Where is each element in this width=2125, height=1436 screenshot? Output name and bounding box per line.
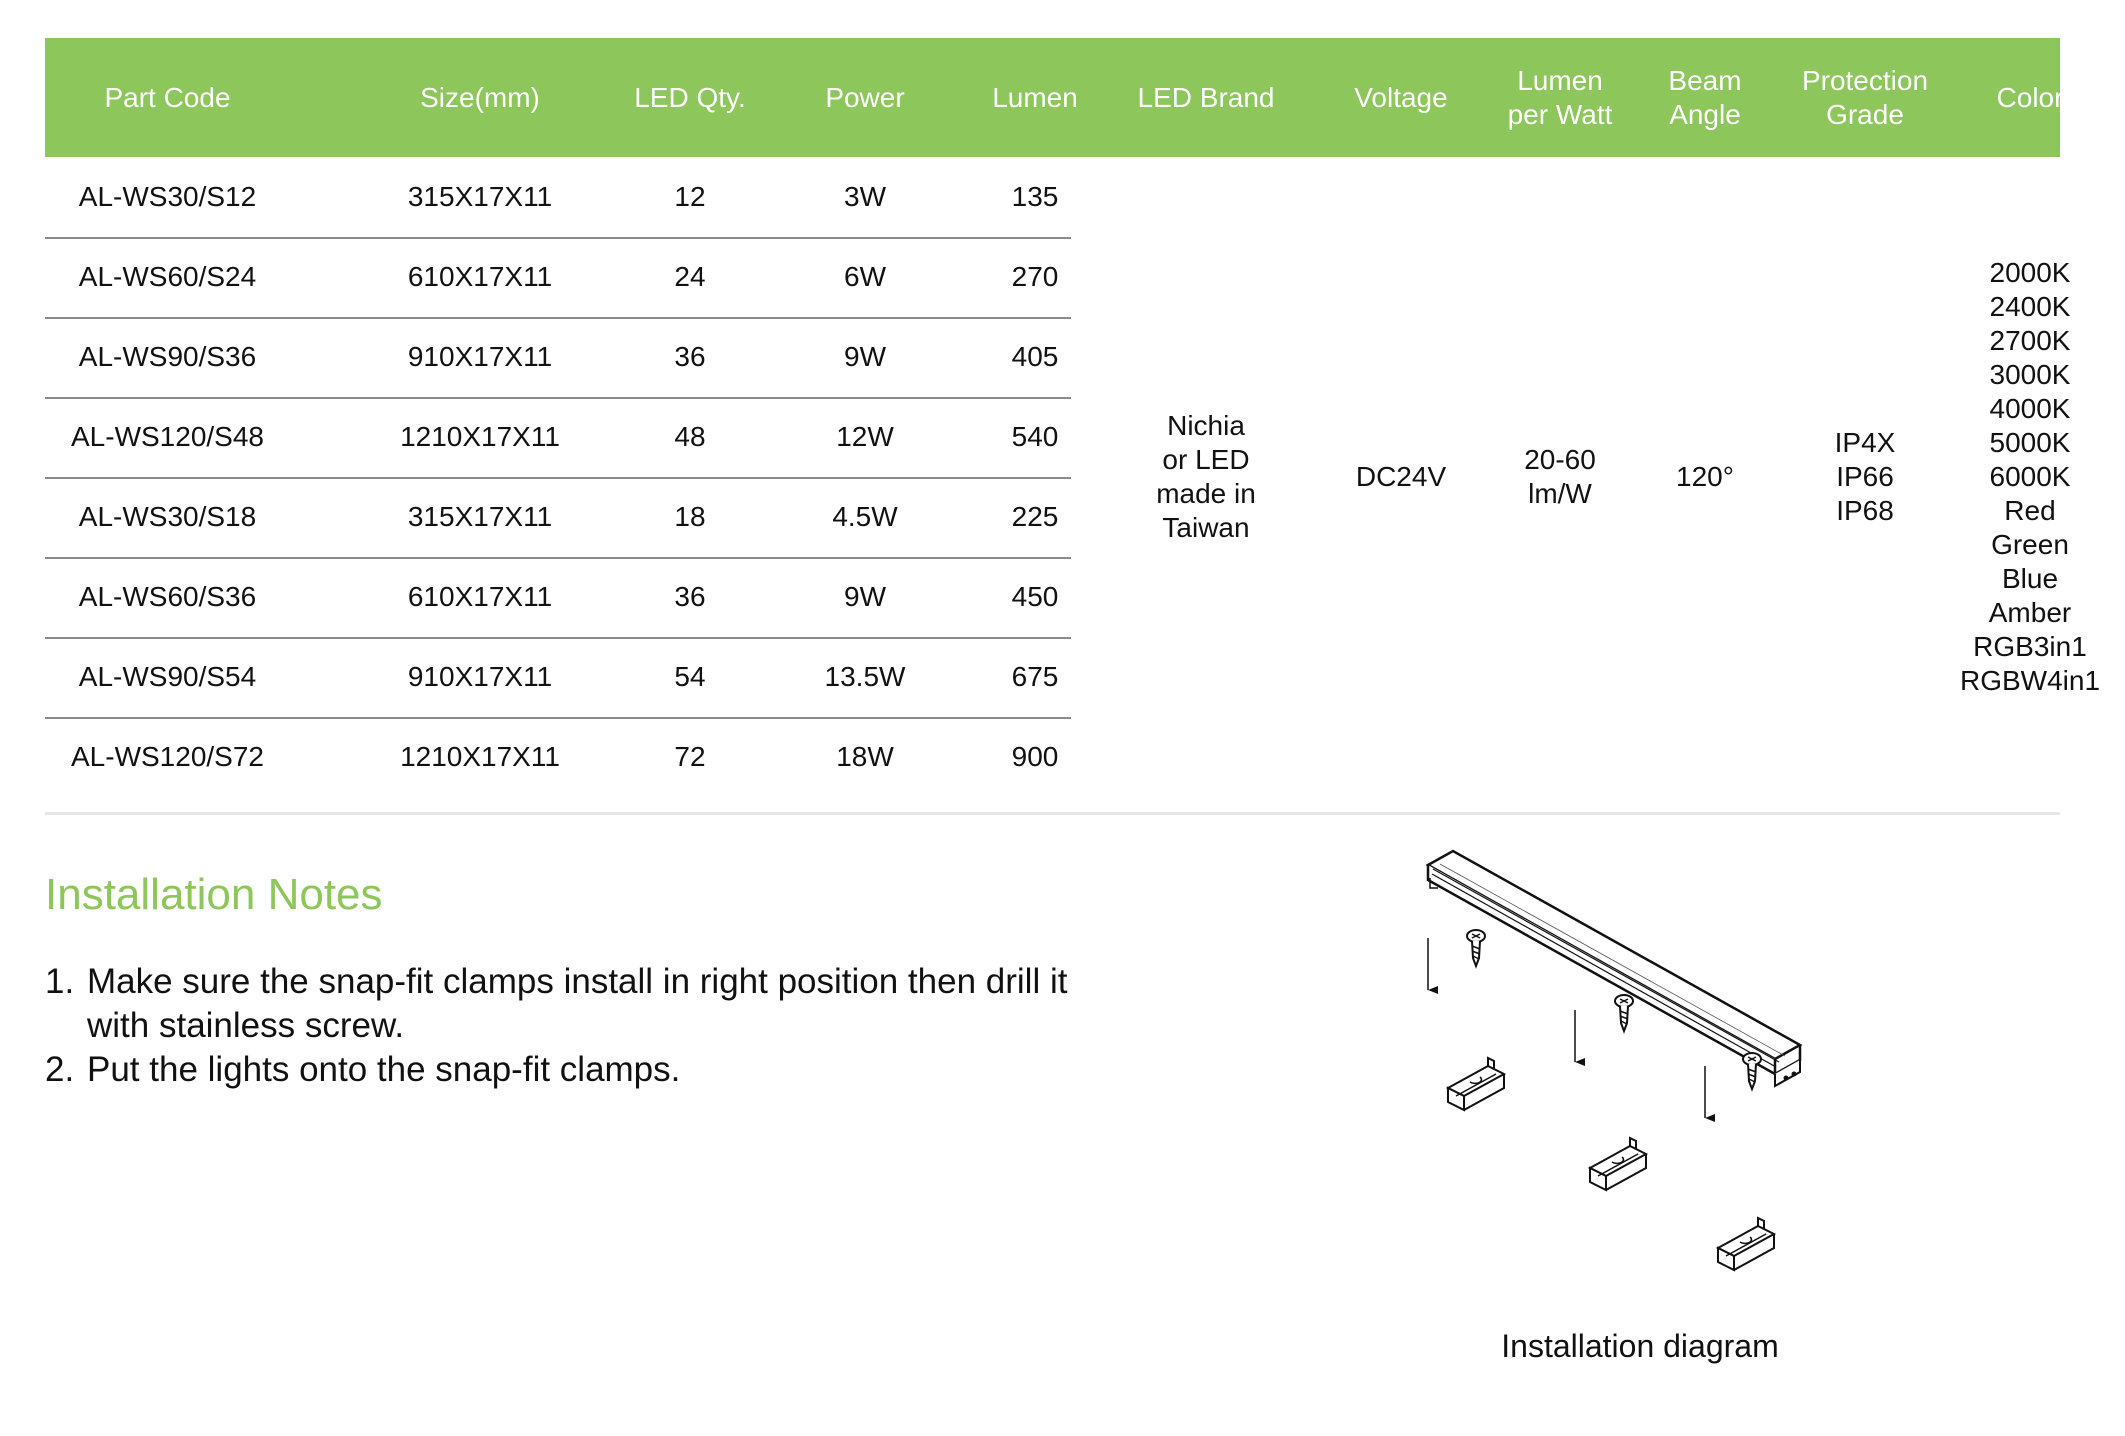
light-bar-drawing <box>1428 851 1800 1086</box>
screw-icon <box>1615 995 1633 1031</box>
note-text: Make sure the snap-fit clamps install in right position then drill it with stainless screw. <box>87 962 1068 1045</box>
header-size: Size(mm) <box>420 81 540 113</box>
header-protection-grade: Protection Grade <box>1801 64 1929 130</box>
cell-led-qty: 36 <box>674 341 706 372</box>
cell-lumen: 270 <box>1011 261 1059 292</box>
cell-led-qty: 54 <box>674 661 706 692</box>
header-voltage: Voltage <box>1354 81 1448 113</box>
cell-beam-angle: 120° <box>1676 461 1734 492</box>
header-led-qty: LED Qty. <box>634 81 746 113</box>
cell-protection-grade: IP4X IP66 IP68 <box>1834 427 1896 526</box>
spec-table <box>45 38 2101 814</box>
note-item <box>45 960 1145 1048</box>
note-text: Put the lights onto the snap-fit clamps. <box>87 1050 681 1089</box>
cell-power: 9W <box>844 581 886 612</box>
clamp-icon <box>1448 1058 1504 1110</box>
screw-icon <box>1743 1053 1761 1089</box>
table-header <box>45 38 2064 157</box>
cell-power: 4.5W <box>832 501 898 532</box>
cell-power: 13.5W <box>824 661 906 692</box>
cell-lumen: 450 <box>1011 581 1059 612</box>
installation-notes-title: Installation Notes <box>45 870 383 919</box>
header-lumen: Lumen <box>992 81 1078 113</box>
screw-icon <box>1467 930 1485 966</box>
cell-lumen: 900 <box>1011 741 1059 772</box>
cell-led-qty: 12 <box>674 181 706 212</box>
cell-power: 3W <box>844 181 886 212</box>
cell-power: 18W <box>836 741 894 772</box>
cell-lumen: 225 <box>1011 501 1059 532</box>
cell-part-code: AL-WS90/S36 <box>78 341 257 372</box>
cell-part-code: AL-WS60/S36 <box>78 581 257 612</box>
cell-power: 6W <box>844 261 886 292</box>
cell-part-code: AL-WS30/S12 <box>78 181 257 212</box>
cell-led-qty: 18 <box>674 501 706 532</box>
cell-led-qty: 72 <box>674 741 706 772</box>
cell-power: 12W <box>836 421 894 452</box>
cell-size: 910X17X11 <box>407 661 553 692</box>
cell-part-code: AL-WS30/S18 <box>78 501 257 532</box>
clamp-icon <box>1718 1218 1774 1270</box>
cell-voltage: DC24V <box>1355 461 1447 492</box>
installation-notes <box>45 870 1145 1092</box>
cell-led-brand: Nichia or LED made in Taiwan <box>1156 410 1256 543</box>
installation-diagram-drawing <box>1400 840 1900 1320</box>
cell-lumen: 675 <box>1011 661 1059 692</box>
cell-part-code: AL-WS120/S48 <box>71 421 264 452</box>
clamp-icon <box>1590 1138 1646 1190</box>
table-bottom-divider <box>45 812 2060 815</box>
cell-led-qty: 48 <box>674 421 706 452</box>
cell-part-code: AL-WS120/S72 <box>71 741 264 772</box>
cell-power: 9W <box>844 341 886 372</box>
note-item <box>45 1048 1145 1092</box>
header-led-brand: LED Brand <box>1137 81 1275 113</box>
cell-size: 610X17X11 <box>407 261 553 292</box>
cell-lumen: 540 <box>1011 421 1059 452</box>
header-lumen-per-watt: Lumen per Watt <box>1507 64 1613 130</box>
cell-size: 315X17X11 <box>407 501 553 532</box>
cell-part-code: AL-WS90/S54 <box>78 661 257 692</box>
note-number: 2. <box>45 1050 75 1089</box>
note-number: 1. <box>45 962 75 1001</box>
header-color: Color <box>1996 81 2064 113</box>
cell-led-qty: 24 <box>674 261 706 292</box>
header-part-code: Part Code <box>104 81 231 113</box>
installation-diagram <box>1400 840 1900 1380</box>
cell-part-code: AL-WS60/S24 <box>78 261 257 292</box>
diagram-caption: Installation diagram <box>1501 1328 1779 1364</box>
cell-size: 1210X17X11 <box>400 421 560 452</box>
cell-size: 610X17X11 <box>407 581 553 612</box>
cell-size: 315X17X11 <box>407 181 553 212</box>
header-beam-angle: Beam Angle <box>1668 64 1742 130</box>
header-power: Power <box>825 81 905 113</box>
cell-size: 1210X17X11 <box>400 741 560 772</box>
cell-lumen: 405 <box>1011 341 1059 372</box>
cell-size: 910X17X11 <box>407 341 553 372</box>
cell-lumen-per-watt: 20-60 lm/W <box>1524 444 1596 509</box>
cell-lumen: 135 <box>1011 181 1059 212</box>
cell-led-qty: 36 <box>674 581 706 612</box>
cell-color: 2000K 2400K 2700K 3000K 4000K 5000K 6000K Red Green Blue Amber RGB3in1 RGBW4in1 <box>1959 257 2101 696</box>
